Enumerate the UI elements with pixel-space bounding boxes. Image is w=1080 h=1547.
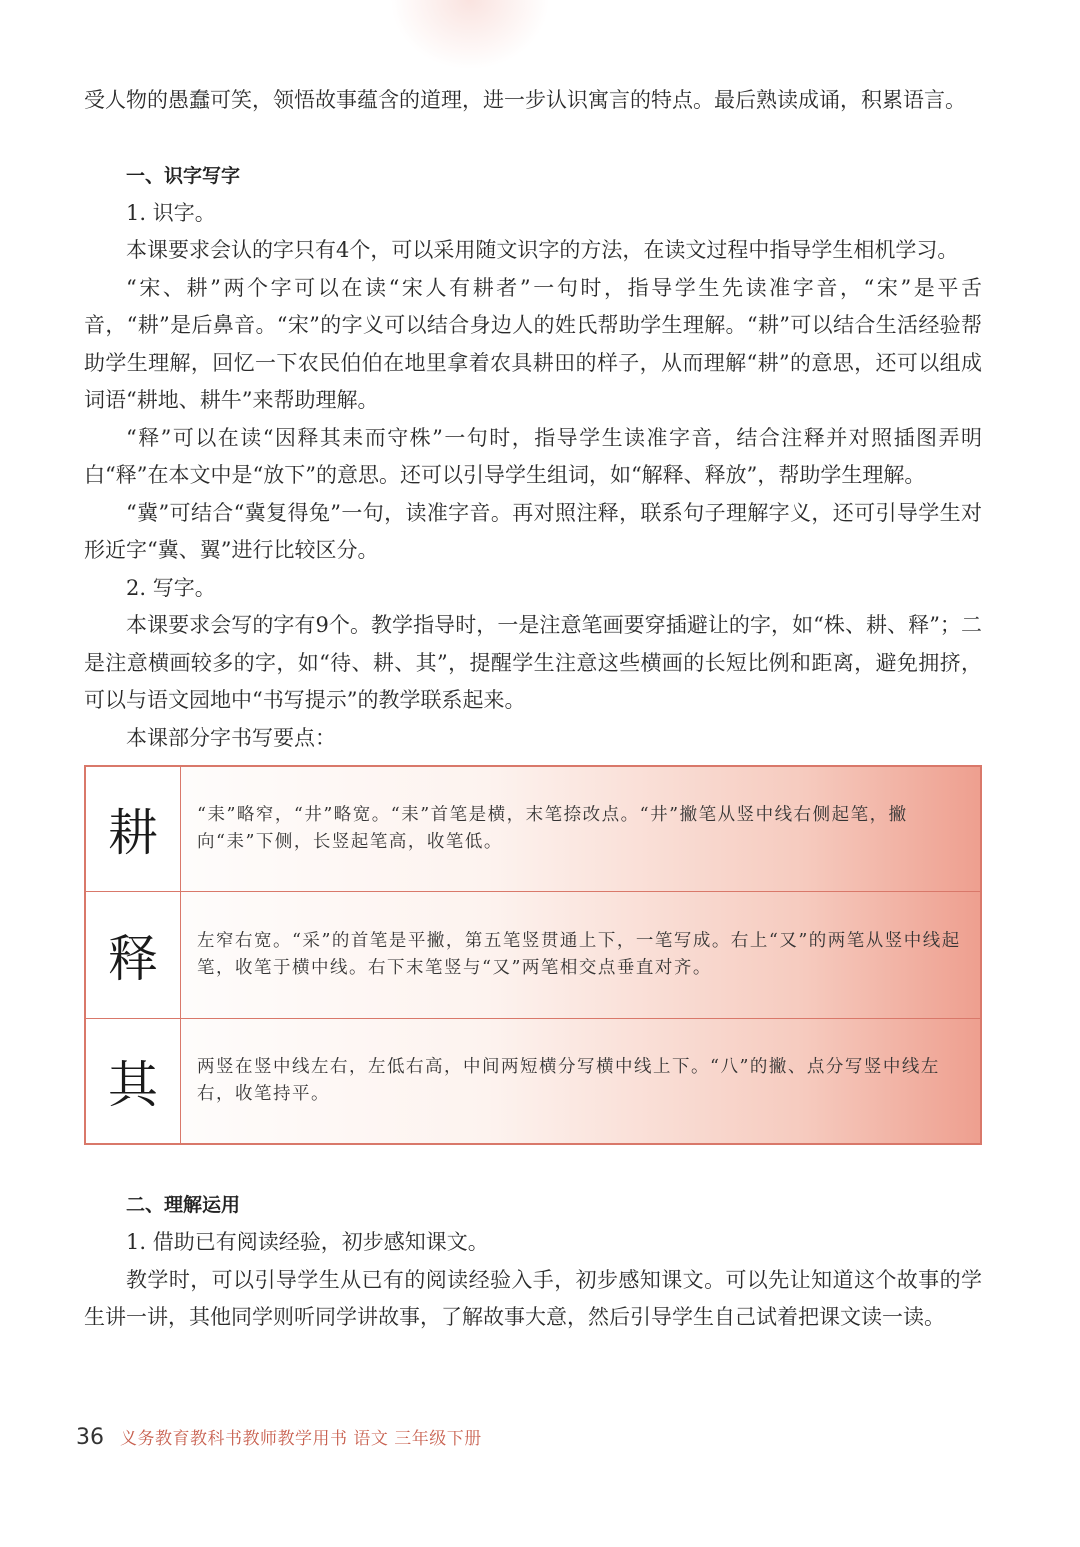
paragraph: “宋、耕”两个字可以在读“宋人有耕者”一句时，指导学生先读准字音，“宋”是平舌音，“耕”是后鼻音。“宋”的字义可以结合身边人的姓氏帮助学生理解。“耕”可以结合生活经验帮助学生理解，回忆一下农民伯伯在地里拿着农具耕田的样子，从而理解“耕”的意思，还可以组成词语“耕地、耕牛”来帮助理解。 — [84, 275, 982, 412]
table-row — [85, 892, 981, 1019]
paragraph: 本课要求会认的字只有4个，可以采用随文识字的方法，在读文过程中指导学生相机学习。 — [126, 238, 959, 262]
subsection-title-reading: 1. 借助已有阅读经验，初步感知课文。 — [126, 1230, 489, 1254]
desc-cell: 两竖在竖中线左右，左低右高，中间两短横分写横中线上下。“八”的撇、点分写竖中线左右，收笔持平。 — [181, 1019, 982, 1145]
page-number: 36 — [76, 1425, 104, 1450]
subsection-title-recognition: 1. 识字。 — [126, 200, 216, 225]
page-footer — [76, 1424, 482, 1450]
intro-continuation: 受人物的愚蠢可笑，领悟故事蕴含的道理，进一步认识寓言的特点。最后熟读成诵，积累语言。 — [84, 88, 966, 112]
section-heading-comprehension: 二、理解运用 — [126, 1194, 241, 1216]
page-content — [84, 82, 982, 1337]
page-top-tint — [390, 0, 550, 70]
char-cell: 释 — [85, 892, 181, 1019]
char-cell: 耕 — [85, 766, 181, 892]
table-row — [85, 1019, 981, 1145]
section-heading-literacy: 一、识字写字 — [126, 164, 241, 187]
table-caption: 本课部分字书写要点： — [126, 725, 336, 750]
table-row — [85, 766, 981, 892]
subsection-title-writing: 2. 写字。 — [126, 575, 216, 600]
paragraph: “释”可以在读“因释其耒而守株”一句时，指导学生读准字音，结合注释并对照插图弄明白“释”在本文中是“放下”的意思。还可以引导学生组词，如“解释、释放”，帮助学生理解。 — [84, 425, 982, 487]
desc-cell: “耒”略窄，“井”略宽。“耒”首笔是横，末笔捺改点。“井”撇笔从竖中线右侧起笔，撇向“耒”下侧，长竖起笔高，收笔低。 — [181, 766, 982, 892]
writing-points-table — [84, 765, 982, 1145]
char-cell: 其 — [85, 1019, 181, 1145]
book-title: 义务教育教科书教师教学用书 语文 三年级下册 — [120, 1429, 482, 1449]
paragraph: 教学时，可以引导学生从已有的阅读经验入手，初步感知课文。可以先让知道这个故事的学生讲一讲，其他同学则听同学讲故事，了解故事大意，然后引导学生自己试着把课文读一读。 — [84, 1267, 982, 1329]
paragraph: “冀”可结合“冀复得兔”一句，读准字音。再对照注释，联系句子理解字义，还可引导学生对形近字“冀、翼”进行比较区分。 — [84, 500, 982, 562]
desc-cell: 左窄右宽。“采”的首笔是平撇，第五笔竖贯通上下，一笔写成。右上“又”的两笔从竖中线起笔，收笔于横中线。右下末笔竖与“又”两笔相交点垂直对齐。 — [181, 892, 982, 1019]
paragraph: 本课要求会写的字有9个。教学指导时，一是注意笔画要穿插避让的字，如“株、耕、释”；二是注意横画较多的字，如“待、耕、其”，提醒学生注意这些横画的长短比例和距离，避免拥挤，可以与语文园地中“书写提示”的教学联系起来。 — [84, 613, 982, 712]
